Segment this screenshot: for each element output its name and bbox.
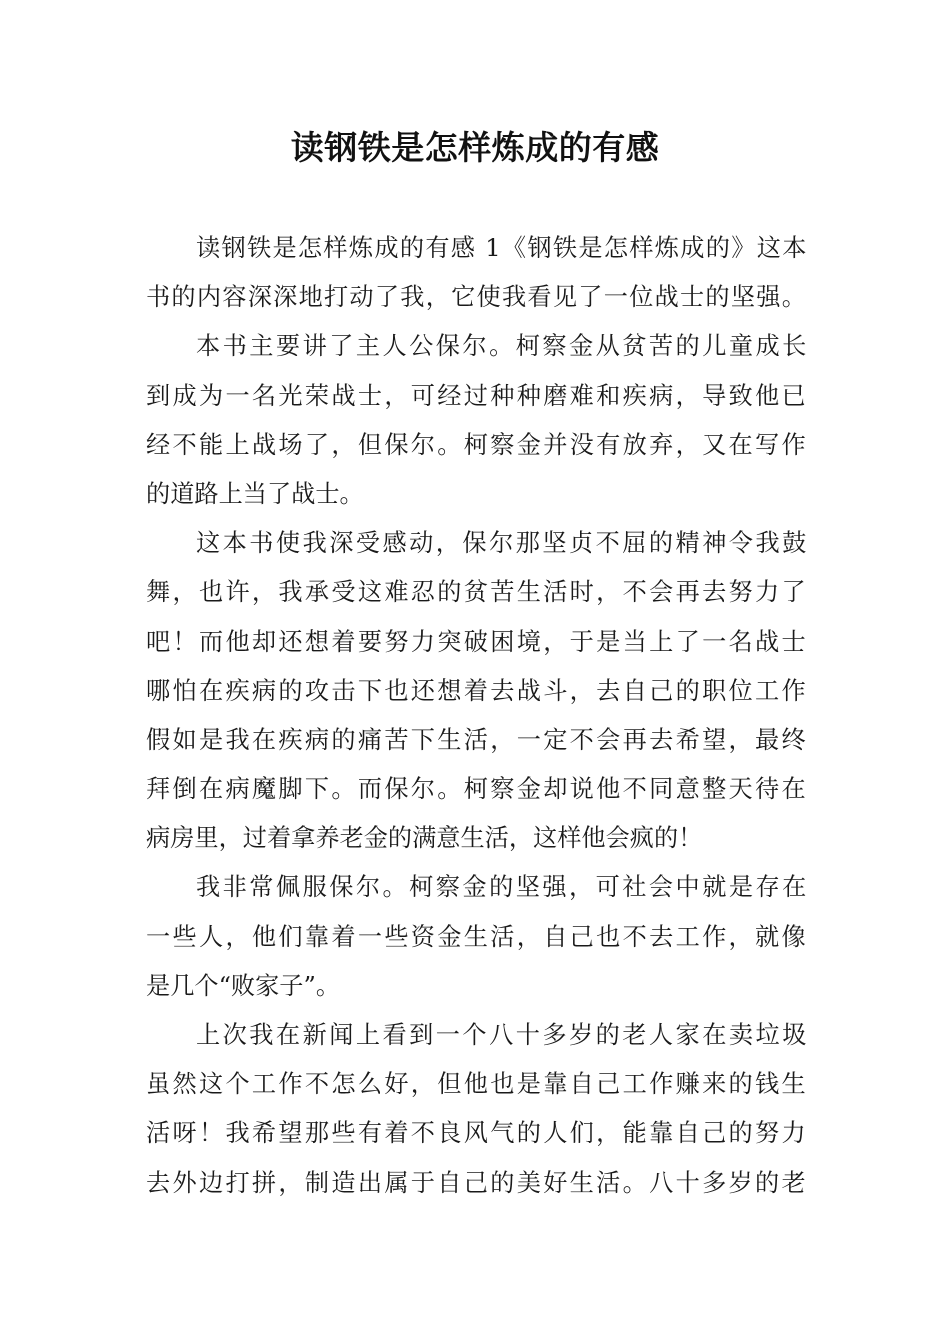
text-line: 读钢铁是怎样炼成的有感 1《钢铁是怎样炼成的》这本 [196,234,808,262]
text-line: 一些人，他们靠着一些资金生活，自己也不去工作，就像 [146,922,808,951]
text-line: 去外边打拼，制造出属于自己的美好生活。八十多岁的老 [146,1168,808,1197]
text-line: 我非常佩服保尔。柯察金的坚强，可社会中就是存在 [196,873,809,902]
text-line: 经不能上战场了，但保尔。柯察金并没有放弃，又在写作 [146,430,808,459]
text-line: 本书主要讲了主人公保尔。柯察金从贫苦的儿童成长 [196,332,809,361]
text-line: 舞，也许，我承受这难忍的贫苦生活时，不会再去努力了 [146,578,808,607]
text-line: 的道路上当了战士。 [146,479,364,508]
text-line: 哪怕在疾病的攻击下也还想着去战斗，去自己的职位工作 [146,676,808,705]
text-line: 虽然这个工作不怎么好，但他也是靠自己工作赚来的钱生 [146,1070,808,1099]
text-line: 到成为一名光荣战士，可经过种种磨难和疾病，导致他已 [146,381,808,410]
document-title: 读钢铁是怎样炼成的有感 [290,128,660,167]
text-line: 吧！而他却还想着要努力突破困境，于是当上了一名战士 [146,627,808,656]
text-line: 这本书使我深受感动，保尔那坚贞不屈的精神令我鼓 [196,529,809,558]
document-body [146,224,809,1208]
text-line: 是几个“败家子”。 [146,971,341,1000]
text-line: 假如是我在疾病的痛苦下生活，一定不会再去希望，最终 [146,725,808,754]
text-line: 活呀！我希望那些有着不良风气的人们，能靠自己的努力 [146,1119,808,1148]
text-line: 上次我在新闻上看到一个八十多岁的老人家在卖垃圾 [196,1021,809,1049]
text-line: 病房里，过着拿养老金的满意生活，这样他会疯的！ [146,824,703,853]
text-line: 书的内容深深地打动了我，它使我看见了一位战士的坚强。 [146,283,808,312]
text-line: 拜倒在病魔脚下。而保尔。柯察金却说他不同意整天待在 [146,775,808,804]
